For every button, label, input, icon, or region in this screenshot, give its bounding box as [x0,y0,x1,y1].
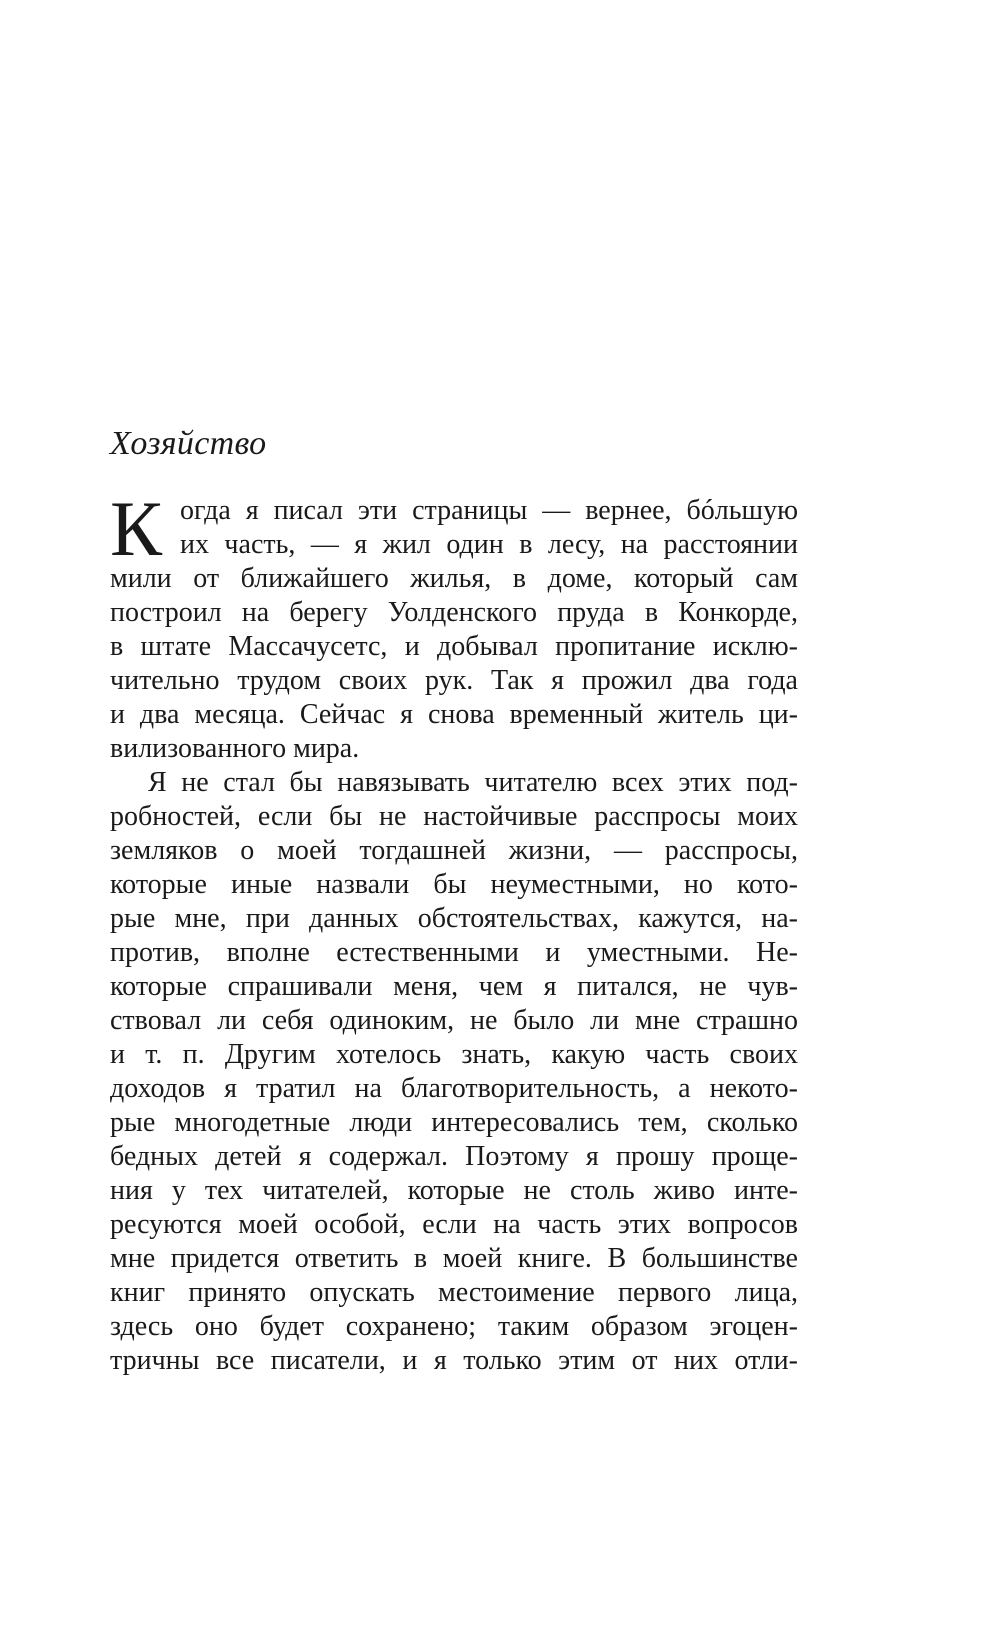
text-line: Я не стал бы навязывать читателю всех этих под- [148,767,798,798]
text-line: ствовал ли себя одиноким, не было ли мне страшно [110,1005,798,1036]
text-line: ресуются моей особой, если на часть этих вопросов [110,1209,798,1240]
text-line: земляков о моей тогдашней жизни, — расспросы, [110,835,798,866]
text-line: здесь оно будет сохранено; таким образом эгоцен- [110,1311,798,1342]
text-line: и т. п. Другим хотелось знать, какую часть своих [110,1039,798,1070]
text-line: робностей, если бы не настойчивые расспросы моих [110,801,798,832]
text-line: мили от ближайшего жилья, в доме, который сам [110,563,798,594]
text-line: чительно трудом своих рук. Так я прожил два года [110,665,798,696]
chapter-title: Хозяйство [110,425,267,462]
body-text [110,485,798,1378]
text-line: доходов я тратил на благотворительность, а некото- [110,1073,798,1104]
text-line: которые иные назвали бы неуместными, но кото- [110,869,798,900]
text-line: рые многодетные люди интересовались тем, сколько [110,1107,798,1138]
text-line: ния у тех читателей, которые не столь живо инте- [110,1175,798,1206]
paragraph-2 [110,766,798,1378]
text-line: против, вполне естественными и уместными. Не- [110,937,798,968]
text-line: бедных детей я содержал. Поэтому я прошу проще- [110,1141,798,1172]
text-line: в штате Массачусетс, и добывал пропитание исклю- [110,631,798,662]
text-line: рые мне, при данных обстоятельствах, кажутся, на- [110,903,798,934]
text-line: вилизованного мира. [110,733,360,764]
text-line: тричны все писатели, и я только этим от них отли- [110,1345,798,1376]
drop-cap: К [110,485,163,572]
text-line: книг принято опускать местоимение первого лица, [110,1277,798,1308]
text-line: и два месяца. Сейчас я снова временный житель ци- [110,699,798,730]
paragraph-1 [110,485,798,766]
text-line: огда я писал эти страницы — вернее, бóльшую [180,495,798,526]
text-line: их часть, — я жил один в лесу, на расстоянии [180,529,798,560]
text-line: которые спрашивали меня, чем я питался, не чув- [110,971,798,1002]
text-line: построил на берегу Уолденского пруда в Конкорде, [110,597,798,628]
text-line: мне придется ответить в моей книге. В большинстве [110,1243,798,1274]
